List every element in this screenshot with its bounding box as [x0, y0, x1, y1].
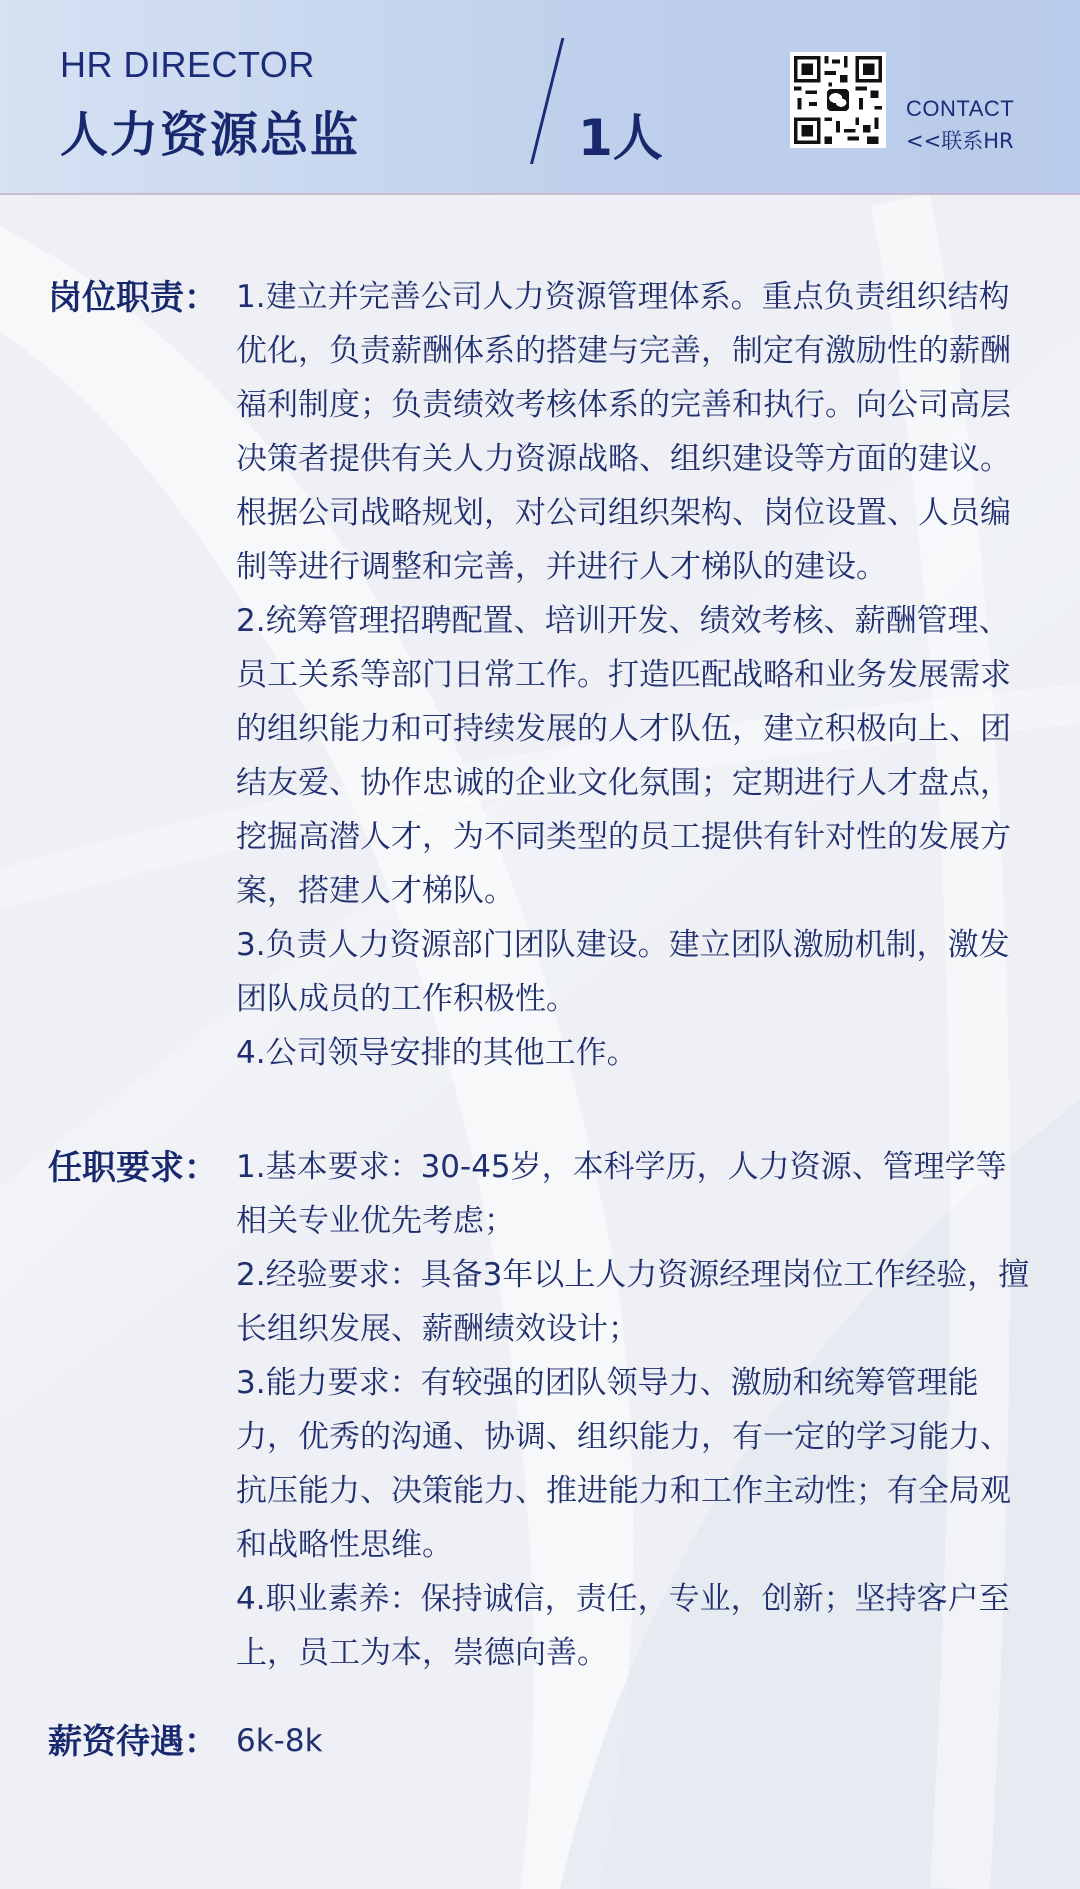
divider-slash [530, 38, 564, 164]
salary-list [236, 1714, 1036, 1768]
list-item: 4.公司领导安排的其他工作。 [236, 1035, 638, 1071]
list-item: 4.职业素养：保持诚信，责任，专业，创新；坚持客户至上，员工为本，崇德向善。 [236, 1581, 1010, 1671]
list-item: 1.基本要求：30-45岁，本科学历，人力资源、管理学等相关专业优先考虑； [236, 1149, 1007, 1239]
qr-code-icon[interactable] [790, 52, 886, 148]
headcount: 1人 [578, 109, 663, 167]
section-label-requirements: 任职要求： [48, 1148, 218, 1188]
list-item: 2.经验要求：具备3年以上人力资源经理岗位工作经验，擅长组织发展、薪酬绩效设计； [236, 1257, 1030, 1347]
section-label-salary: 薪资待遇： [48, 1722, 218, 1762]
list-item: 2.统筹管理招聘配置、培训开发、绩效考核、薪酬管理、员工关系等部门日常工作。打造匹配战略和业务发展需求的组织能力和可持续发展的人才队伍，建立积极向上、团结友爱、协作忠诚的企业文化氛围；定期进行人才盘点，挖掘高潜人才，为不同类型的员工提供有针对性的发展方案，搭建人才梯队。 [236, 603, 1011, 909]
list-item: 1.建立并完善公司人力资源管理体系。重点负责组织结构优化，负责薪酬体系的搭建与完善，制定有激励性的薪酬福利制度；负责绩效考核体系的完善和执行。向公司高层决策者提供有关人力资源战略、组织建设等方面的建议。根据公司战略规划，对公司组织架构、岗位设置、人员编制等进行调整和完善，并进行人才梯队的建设。 [236, 279, 1011, 585]
requirements-list [236, 1140, 1036, 1680]
section-label-duties: 岗位职责： [48, 278, 218, 318]
list-item: 3.负责人力资源部门团队建设。建立团队激励机制，激发团队成员的工作积极性。 [236, 927, 1010, 1017]
duties-list [236, 270, 1036, 1080]
contact-label: CONTACT [906, 96, 1015, 121]
header-banner [0, 0, 1080, 195]
list-item: 3.能力要求：有较强的团队领导力、激励和统筹管理能力，优秀的沟通、协调、组织能力，有一定的学习能力、抗压能力、决策能力、推进能力和工作主动性；有全局观和战略性思维。 [236, 1365, 1011, 1563]
salary-value: 6k-8k [236, 1723, 323, 1759]
contact-hr-link[interactable]: <<联系HR [906, 129, 1014, 153]
job-title-en: HR DIRECTOR [60, 44, 315, 85]
job-title-cn: 人力资源总监 [60, 107, 361, 163]
